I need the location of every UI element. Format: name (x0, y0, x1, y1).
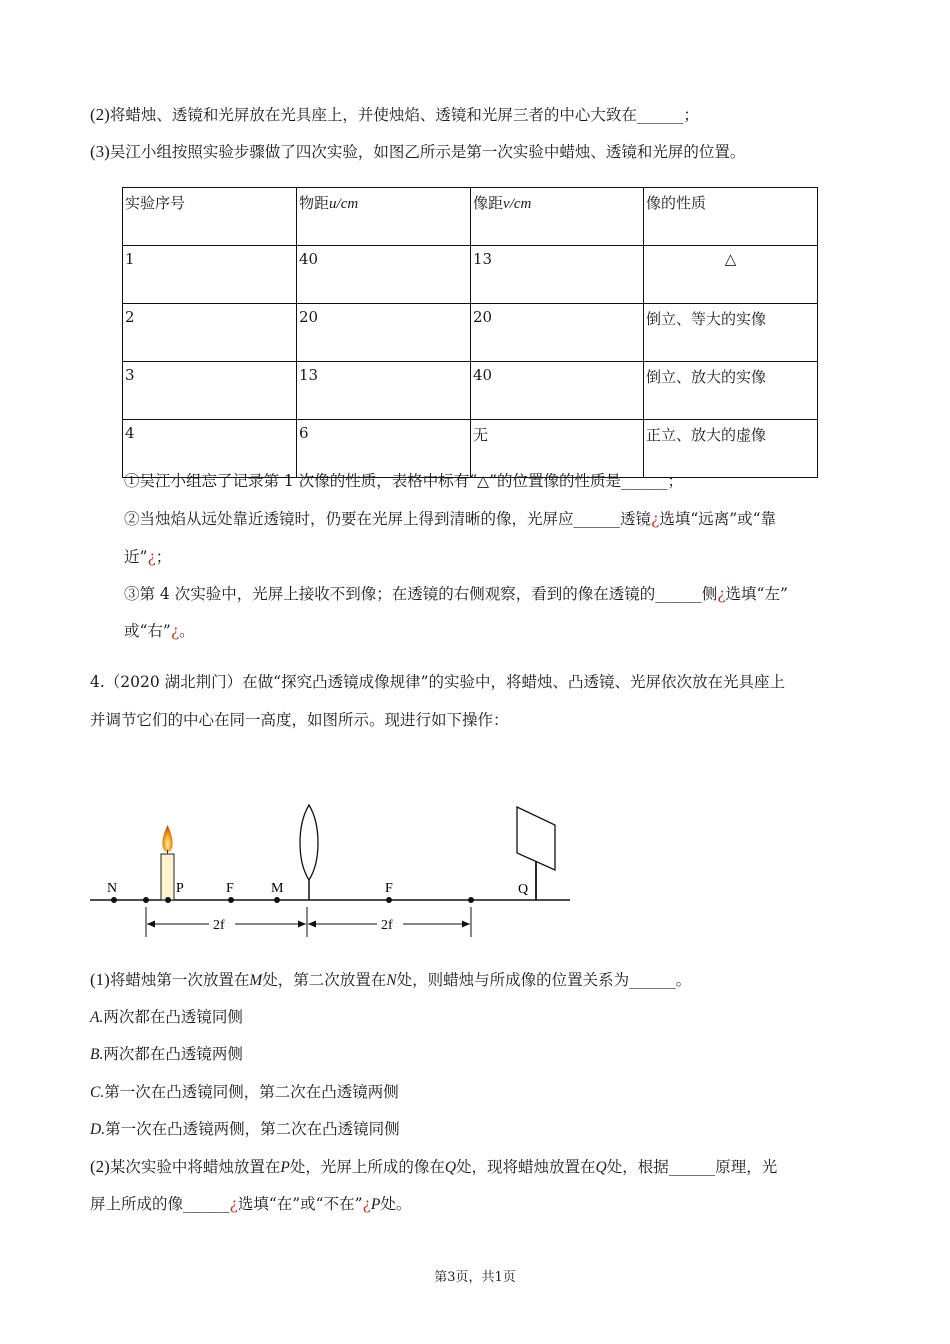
label-F-right: F (385, 881, 393, 896)
table-header-cell: 像距v/cm (471, 188, 644, 246)
q4-option-d: D.第一次在凸透镜两侧，第二次在凸透镜同侧 (90, 1120, 400, 1138)
candle-body (161, 854, 174, 900)
triangle-placeholder-cell: △ (644, 246, 818, 304)
q4-part2-line1: (2)某次实验中将蜡烛放置在P处，光屏上所成的像在Q处，现将蜡烛放置在Q处，根据______原理，光 (90, 1157, 778, 1176)
point-2f-right (468, 897, 474, 903)
q3-sub2-line1: ②当烛焰从远处靠近透镜时，仍要在光屏上得到清晰的像，光屏应______透镜¿选填“远离”或“靠 (124, 510, 777, 528)
point-N (111, 897, 117, 903)
q4-option-b: B.两次都在凸透镜两侧 (90, 1045, 243, 1063)
table-cell: 无 (471, 420, 644, 478)
candle-flame (162, 825, 172, 852)
q4-option-a: A.两次都在凸透镜同侧 (90, 1008, 243, 1026)
label-M: M (271, 881, 284, 896)
table-row (123, 362, 818, 420)
label-Q: Q (518, 882, 529, 897)
table-row (123, 304, 818, 362)
table-row (123, 246, 818, 304)
q4-intro-line2: 并调节它们的中心在同一高度，如图所示。现进行如下操作： (90, 711, 509, 729)
point-M (274, 897, 280, 903)
q3-part3: (3)吴江小组按照实验步骤做了四次实验，如图乙所示是第一次实验中蜡烛、透镜和光屏的位置。 (90, 142, 746, 161)
label-2f-right: 2f (381, 918, 393, 933)
point-F-left (228, 897, 234, 903)
table-header-row (123, 188, 818, 246)
table-cell: 13 (297, 362, 471, 420)
table-cell: 2 (123, 304, 297, 362)
table-cell: 4 (123, 420, 297, 478)
table-cell: 6 (297, 420, 471, 478)
table-header-cell: 像的性质 (644, 188, 818, 246)
table-cell: 13 (471, 246, 644, 304)
table-cell: 倒立、等大的实像 (644, 304, 818, 362)
table-cell: 1 (123, 246, 297, 304)
experiment-table (122, 187, 818, 478)
table-header-cell: 实验序号 (123, 188, 297, 246)
page-footer: 第3页，共1页 (434, 1270, 516, 1285)
table-header-cell: 物距u/cm (297, 188, 471, 246)
table-cell: 20 (471, 304, 644, 362)
q4-part1: (1)将蜡烛第一次放置在M处，第二次放置在N处，则蜡烛与所成像的位置关系为______。 (90, 970, 692, 989)
table-cell: 40 (297, 246, 471, 304)
label-N: N (107, 881, 118, 896)
label-F-left: F (226, 881, 234, 896)
q3-sub2-line2: 近”¿； (124, 548, 172, 566)
label-2f-left: 2f (213, 918, 225, 933)
q3-sub1: ①吴江小组忘了记录第 1 次像的性质，表格中标有“△”的位置像的性质是______； (124, 472, 683, 490)
point-2f-left (143, 897, 149, 903)
table-cell: 倒立、放大的实像 (644, 362, 818, 420)
q4-part2-line2: 屏上所成的像______¿选填“在”或“不在”¿P处。 (90, 1195, 412, 1213)
point-F-right (386, 897, 392, 903)
q3-sub3-line1: ③第 4 次实验中，光屏上接收不到像；在透镜的右侧观察，看到的像在透镜的______侧¿选填“左” (124, 585, 788, 603)
q3-sub3-line2: 或“右”¿。 (124, 622, 195, 640)
q4-intro-line1: 4.（2020 湖北荆门）在做“探究凸透镜成像规律”的实验中，将蜡烛、凸透镜、光屏依次放在光具座上 (90, 673, 786, 691)
optical-bench-diagram (85, 795, 575, 945)
convex-lens (300, 805, 318, 880)
light-screen (517, 807, 555, 870)
table-cell: 40 (471, 362, 644, 420)
table-cell: 3 (123, 362, 297, 420)
table-cell: 20 (297, 304, 471, 362)
q3-part2: (2)将蜡烛、透镜和光屏放在光具座上，并使烛焰、透镜和光屏三者的中心大致在______； (90, 105, 699, 124)
table-cell: 正立、放大的虚像 (644, 420, 818, 478)
label-P: P (176, 881, 184, 896)
q4-option-c: C.第一次在凸透镜同侧，第二次在凸透镜两侧 (90, 1083, 399, 1101)
point-P (165, 897, 171, 903)
